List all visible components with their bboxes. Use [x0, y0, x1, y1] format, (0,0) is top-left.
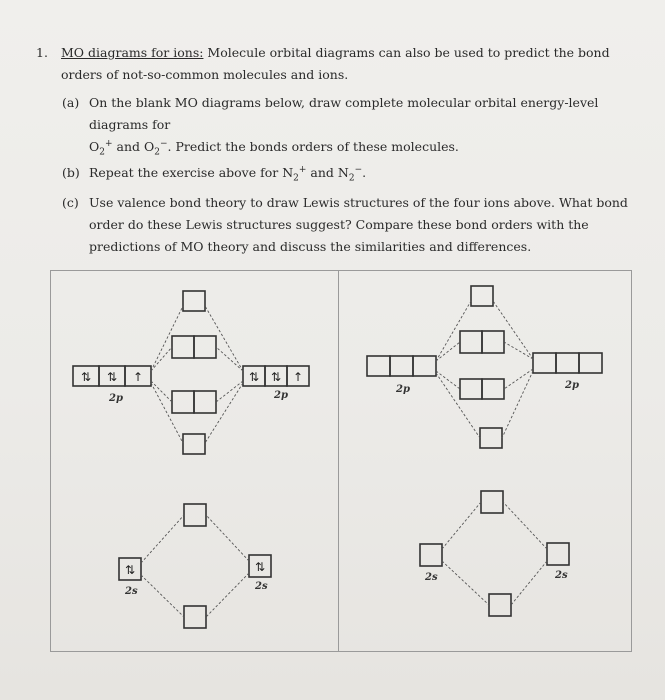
mo-diagram-grid — [50, 270, 632, 652]
n2-minus-formula: $N_2^-$ — [337, 164, 363, 184]
electron-pair-4: ⇅ — [248, 370, 260, 384]
part-c-label: (c) — [62, 195, 79, 210]
right-pi-2p-star-box-1[interactable] — [460, 331, 482, 353]
question-1 — [36, 42, 636, 86]
right3-atom-2p-box-3[interactable] — [579, 353, 602, 373]
part-c-text: Use valence bond theory to draw Lewis structures of the four ions above. What bond order do these Lewis structures suggest? Compare these bond orders with the predictions of MO theory and discuss the similarities and differences. — [89, 195, 628, 254]
electron-pair-5: ⇅ — [270, 370, 282, 384]
left-pi-2p-box-1[interactable] — [172, 391, 194, 413]
right-2p-label-a: 2p — [396, 384, 410, 395]
electron-pair-2: ⇅ — [106, 370, 118, 384]
left-2p-label-b: 2p — [274, 390, 288, 401]
n2-plus-formula: $N_2^+$ — [282, 164, 307, 184]
electron-pair-2s-left: ⇅ — [124, 563, 136, 577]
left-2s-label-a: 2s — [125, 586, 138, 597]
electron-pair-1: ⇅ — [80, 370, 92, 384]
right-pi-2p-star-box-2[interactable] — [482, 331, 504, 353]
left-2s-label-b: 2s — [255, 581, 268, 592]
correlation-lines — [141, 301, 547, 617]
electron-single-6: ↑ — [292, 370, 304, 384]
right-2s-label-b: 2s — [555, 570, 568, 581]
part-b-label: (b) — [62, 165, 80, 180]
part-b-text: Repeat the exercise above for — [89, 165, 283, 180]
right2-atom-2p-box-2[interactable] — [390, 356, 413, 376]
electron-pair-2s-right: ⇅ — [254, 560, 266, 574]
left-2p-label-a: 2p — [109, 393, 123, 404]
right2-atom-2p-box-1[interactable] — [367, 356, 390, 376]
right-pi-2p-box-2[interactable] — [482, 379, 504, 399]
right-sigma-2s-box[interactable] — [489, 594, 511, 616]
right-sigma-2p-star-box[interactable] — [471, 286, 493, 306]
left-pi-2p-box-2[interactable] — [194, 391, 216, 413]
part-c — [62, 192, 642, 258]
mo-diagrams-svg — [51, 271, 631, 651]
left-sigma-2s-box[interactable] — [184, 606, 206, 628]
right2-atom-2s-box[interactable] — [420, 544, 442, 566]
left-pi-2p-star-box-1[interactable] — [172, 336, 194, 358]
left-pi-2p-star-box-2[interactable] — [194, 336, 216, 358]
right-2s-label-a: 2s — [425, 572, 438, 583]
right3-atom-2s-box[interactable] — [547, 543, 569, 565]
right-2p-label-b: 2p — [565, 380, 579, 391]
o2-minus-formula: $O_2^-$ — [143, 138, 168, 158]
right3-atom-2p-box-2[interactable] — [556, 353, 579, 373]
left-sigma-2p-box[interactable] — [183, 434, 205, 454]
right2-atom-2p-box-3[interactable] — [413, 356, 436, 376]
right3-atom-2p-box-1[interactable] — [533, 353, 556, 373]
left-sigma-2p-star-box[interactable] — [183, 291, 205, 311]
question-heading: MO diagrams for ions: — [61, 45, 204, 60]
question-intro: Molecule orbital diagrams can also be used to predict the bond orders of not-so-common molecules and ions. — [61, 45, 610, 82]
question-number: 1. — [36, 45, 48, 60]
left-sigma-2s-star-box[interactable] — [184, 504, 206, 526]
part-a-text-end: . Predict the bonds orders of these molecules. — [167, 139, 459, 154]
part-a-text: On the blank MO diagrams below, draw complete molecular orbital energy-level diagrams for — [89, 95, 599, 132]
o2-plus-formula: $O_2^+$ — [89, 138, 113, 158]
part-a-label: (a) — [62, 95, 80, 110]
part-a — [62, 92, 632, 158]
electron-single-3: ↑ — [132, 370, 144, 384]
part-b-end: . — [362, 165, 367, 180]
right-pi-2p-box-1[interactable] — [460, 379, 482, 399]
right-sigma-2p-box[interactable] — [480, 428, 502, 448]
right-sigma-2s-star-box[interactable] — [481, 491, 503, 513]
part-b-and: and — [306, 165, 338, 180]
part-b — [62, 162, 632, 184]
part-a-and: and — [112, 139, 144, 154]
